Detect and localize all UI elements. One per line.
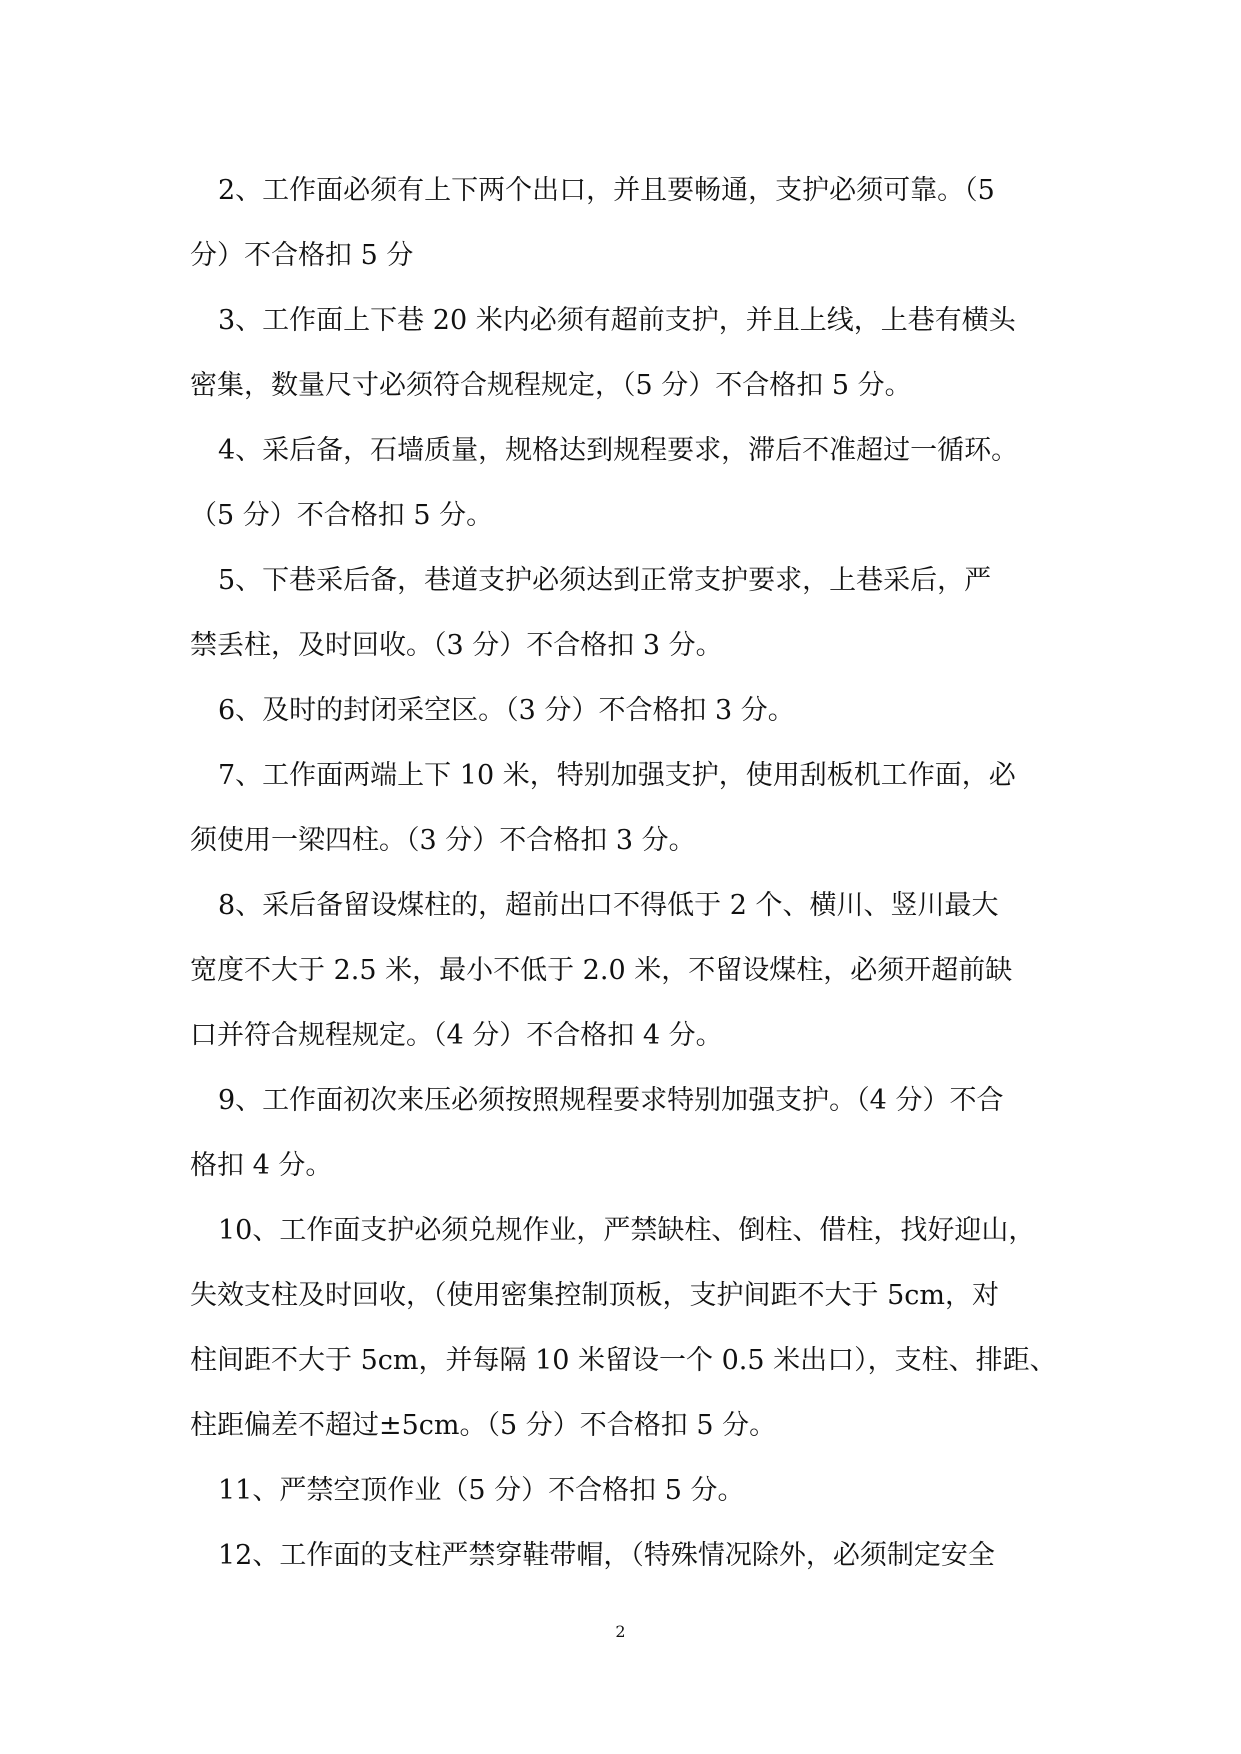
text-line: 3、工作面上下巷 20 米内必须有超前支护，并且上线，上巷有横头: [218, 305, 1016, 336]
text-line: 2、工作面必须有上下两个出口，并且要畅通，支护必须可靠。（5: [218, 175, 995, 206]
page-number: 2: [615, 1622, 626, 1641]
text-line: 分）不合格扣 5 分: [190, 240, 414, 271]
text-line: 柱距偏差不超过±5cm。（5 分）不合格扣 5 分。: [190, 1410, 777, 1441]
text-line: 禁丢柱，及时回收。（3 分）不合格扣 3 分。: [190, 630, 723, 661]
document-body: [190, 158, 1060, 1588]
text-line: 7、工作面两端上下 10 米，特别加强支护，使用刮板机工作面，必: [218, 760, 1016, 791]
text-line: 4、采后备，石墙质量，规格达到规程要求，滞后不准超过一循环。: [218, 435, 1019, 466]
text-line: 6、及时的封闭采空区。（3 分）不合格扣 3 分。: [218, 695, 795, 726]
text-line: 9、工作面初次来压必须按照规程要求特别加强支护。（4 分）不合: [218, 1085, 1004, 1116]
text-line: 格扣 4 分。: [190, 1150, 333, 1181]
text-line: 密集，数量尺寸必须符合规程规定，（5 分）不合格扣 5 分。: [190, 370, 912, 401]
text-line: 5、下巷采后备，巷道支护必须达到正常支护要求，上巷采后，严: [218, 565, 992, 596]
text-line: 须使用一梁四柱。（3 分）不合格扣 3 分。: [190, 825, 696, 856]
text-line: 宽度不大于 2.5 米，最小不低于 2.0 米，不留设煤柱，必须开超前缺: [190, 955, 1013, 986]
text-line: 12、工作面的支柱严禁穿鞋带帽，（特殊情况除外，必须制定安全: [218, 1540, 995, 1571]
text-line: 口并符合规程规定。（4 分）不合格扣 4 分。: [190, 1020, 723, 1051]
text-line: 8、采后备留设煤柱的，超前出口不得低于 2 个、横川、竖川最大: [218, 890, 999, 921]
text-line: 11、严禁空顶作业（5 分）不合格扣 5 分。: [218, 1475, 745, 1506]
text-line: 失效支柱及时回收，（使用密集控制顶板，支护间距不大于 5cm，对: [190, 1280, 999, 1311]
text-line: 10、工作面支护必须兑规作业，严禁缺柱、倒柱、借柱，找好迎山，: [218, 1215, 1036, 1246]
text-line: （5 分）不合格扣 5 分。: [190, 500, 494, 531]
text-line: 柱间距不大于 5cm，并每隔 10 米留设一个 0.5 米出口），支柱、排距、: [190, 1345, 1057, 1376]
